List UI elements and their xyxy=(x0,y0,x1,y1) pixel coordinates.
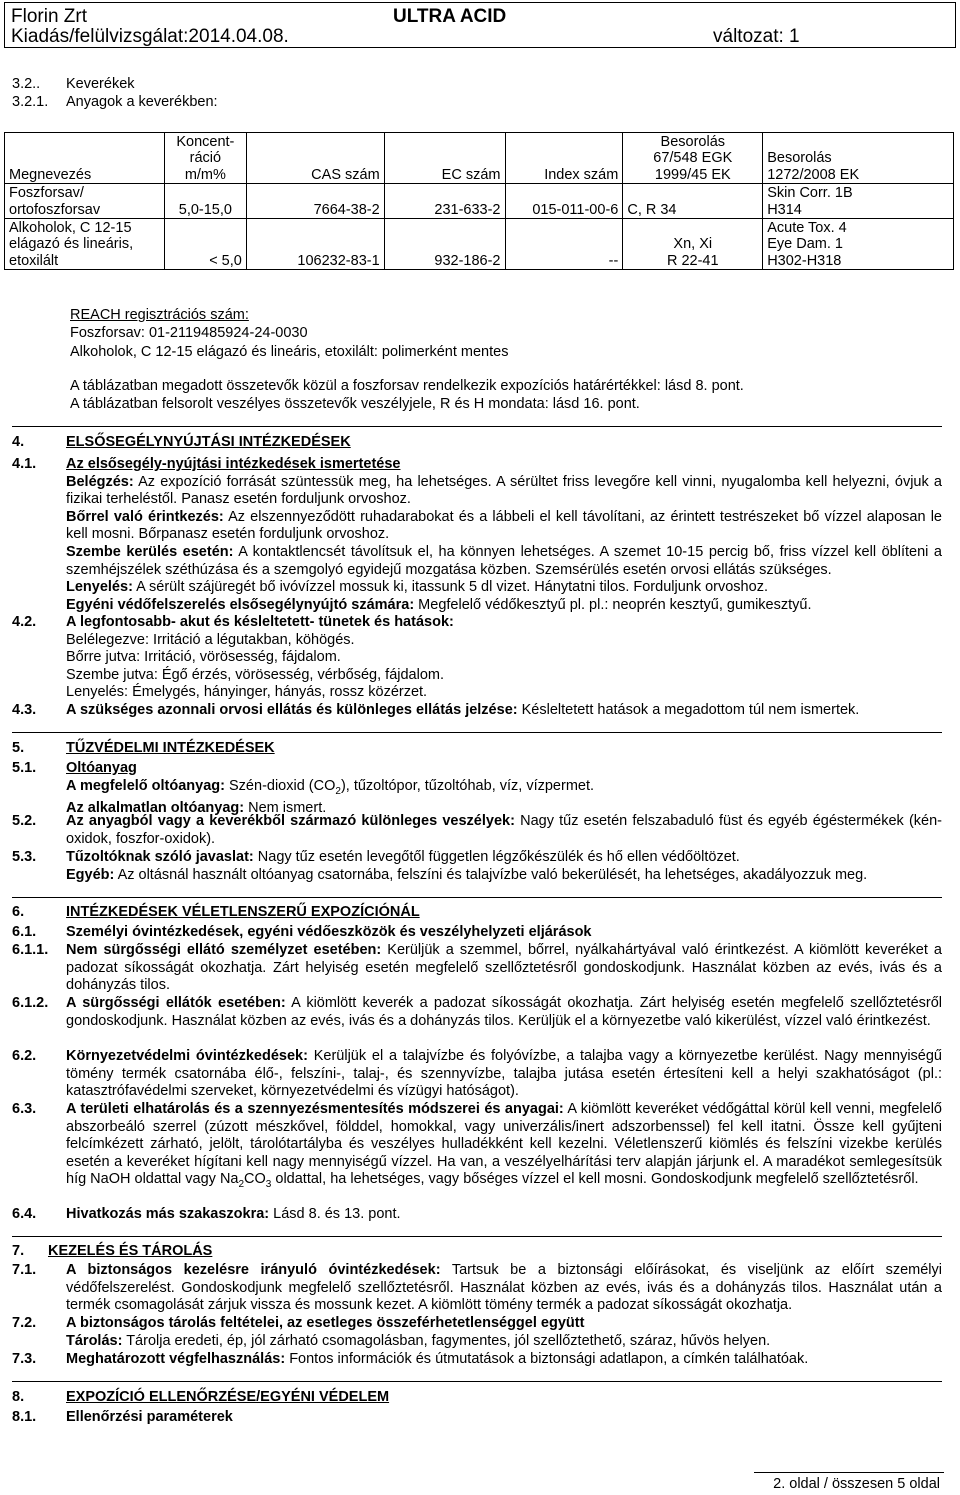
reach-note-1: A táblázatban megadott összetevők közül a foszforsav rendelkezik expozíciós határértékkel: lásd 8. pont. xyxy=(70,378,744,394)
section-4-title: ELSŐSEGÉLYNYÚJTÁSI INTÉZKEDÉSEK xyxy=(66,434,351,450)
reach-line-2: Alkoholok, C 12-15 elágazó és lineáris, etoxilált: polimerként mentes xyxy=(70,344,509,360)
table-header-row xyxy=(5,133,954,184)
reach-note-2: A táblázatban felsorolt veszélyes összetevők veszélyjele, R és H mondata: lásd 16. pont. xyxy=(70,396,640,412)
cell-index: 015-011-00-6 xyxy=(505,184,623,219)
footer-divider xyxy=(754,1472,944,1473)
divider xyxy=(12,1236,942,1237)
section-5-3-body: Tűzoltóknak szóló javaslat: Nagy tűz esetén levegőtől független légzőkészülék és hő ellen védőöltözet. Egyéb: Az oltásnál használt oltóanyag csatornába, felszíni és talajvízbe való bekerülését, ha lehetséges, akadályozzuk meg. xyxy=(66,849,868,883)
section-3-2-1-title: Anyagok a keverékben: xyxy=(66,94,218,110)
section-5-title: TŰZVÉDELMI INTÉZKEDÉSEK xyxy=(66,740,275,756)
mixture-components-table xyxy=(4,132,954,270)
section-6-1-1-body: Nem sürgősségi ellátó személyzet esetében: Kerüljük a szemmel, bőrrel, nyálkahártyával való érintkezést. A kiömlött keveréket a padozat síkosságát okozhatja. Zárt helyiség esetén megfelelő szellőztetésről gondoskodjunk. Használat közben az evés, ivás és a dohányzás tilos. xyxy=(66,942,942,994)
cell-ec: 932-186-2 xyxy=(384,219,505,270)
section-6-1-2-body: A sürgősségi ellátók esetében: A kiömlött keverék a padozat síkosságát okozhatja. Zárt helyiség esetén megfelelő szellőztetésről gondoskodjunk. Használat közben az evés, ivás és a dohányzás tilos. Kerüljük el a környezetbe való kikerülést, vízzel való érintkezést. xyxy=(66,995,942,1029)
version: változat: 1 xyxy=(713,26,800,47)
section-6-3-body: A területi elhatárolás és a szennyezésmentesítés módszerei és anyagai: A kiömlött keveréket védőgáttal körül kell venni, megfelelő abszorbeáló szerrel (zúzott mészkővel, földdel, homokkal, vagy univerzális/inert adszorbenssel) fel kell itatni. Össze kell gyűjteni felcímkézett zárható, jelölt, tárolótartályba és veszélyes hulladékként kell kezelni. Véletlenszerű kiömlés és felszíni vizekbe kerülés esetén a keveréket hígítani kell nagy mennyiségű vízzel. Ha van, a veszélyelhárítási terv alapján járjunk el. A maradékot semlegesítsük híg NaOH oldattal vagy $Na_2CO_3$ oldattal, ha lehetséges, vagy bőséges vízzel el kell mosni. Gondoskodjunk megfelelő szellőztetésről. xyxy=(66,1101,942,1191)
header-index: Index szám xyxy=(505,133,623,184)
section-7-1-body: A biztonságos kezelésre irányuló óvintézkedések: Tartsuk be a biztonsági előírásokat, és viseljünk az előírt személyi védőfelszerelést. Gondoskodjunk megfelelő szellőztetésről. Használat közben az evés, ivás és a dohányzás tilos. Használat után a termék csomagolását zárjuk vissza és mossunk kezet. A kiömlött tömény termék a padozat síkosságát okozhatja. xyxy=(66,1262,942,1314)
section-4-3-number: 4.3. xyxy=(12,702,37,718)
header-classification-67-548: Besorolás 67/548 EGK 1999/45 EK xyxy=(623,133,763,184)
section-7-2-number: 7.2. xyxy=(12,1315,37,1331)
section-6-1-number: 6.1. xyxy=(12,924,37,940)
reach-title: REACH regisztrációs szám: xyxy=(70,307,249,323)
cell-classification-67-548: C, R 34 xyxy=(623,184,763,219)
section-5-number: 5. xyxy=(12,740,25,756)
section-6-1-2-number: 6.1.2. xyxy=(12,995,49,1011)
cell-classification-1272-2008: Skin Corr. 1B H314 xyxy=(763,184,954,219)
header-ec: EC szám xyxy=(384,133,505,184)
ppe-first-aid-text: Egyéni védőfelszerelés elsősegélynyújtó számára: Megfelelő védőkesztyű pl. pl.: neoprén kesztyű, gumikesztyű. xyxy=(66,596,812,613)
section-4-1-title: Az elsősegély-nyújtási intézkedések ismertetése xyxy=(66,456,401,472)
section-7-3-body: Meghatározott végfelhasználás: Fontos információk és útmutatások a biztonsági adatlapon, a címkén találhatóak. xyxy=(66,1351,809,1367)
cell-name: Alkoholok, C 12-15 elágazó és lineáris, etoxilált xyxy=(5,219,165,270)
section-7-title: KEZELÉS ÉS TÁROLÁS xyxy=(48,1243,213,1259)
divider xyxy=(12,732,942,733)
section-6-4-number: 6.4. xyxy=(12,1206,37,1222)
cell-name: Foszforsav/ ortofoszforsav xyxy=(5,184,165,219)
header-concentration: Koncent- ráció m/m% xyxy=(164,133,246,184)
section-5-1-number: 5.1. xyxy=(12,760,37,776)
divider xyxy=(12,897,942,898)
header-cas: CAS szám xyxy=(246,133,384,184)
cell-concentration: 5,0-15,0 xyxy=(164,184,246,219)
cell-cas: 7664-38-2 xyxy=(246,184,384,219)
section-7-3-number: 7.3. xyxy=(12,1351,37,1367)
section-5-1-body: Oltóanyag A megfelelő oltóanyag: Szén-dioxid $(CO_2)$, tűzoltópor, tűzoltóhab, víz, vízpermet. Az alkalmatlan oltóanyag: Nem ismert. xyxy=(66,760,595,817)
document-header xyxy=(4,2,956,48)
cell-ec: 231-633-2 xyxy=(384,184,505,219)
table-row xyxy=(5,219,954,270)
issue-date: Kiadás/felülvizsgálat:2014.04.08. xyxy=(11,26,289,47)
company-name: Florin Zrt xyxy=(11,6,87,27)
section-3-2-title: Keverékek xyxy=(66,76,135,92)
section-3-2-number: 3.2.. xyxy=(12,76,41,92)
section-7-2-body: A biztonságos tárolás feltételei, az esetleges összeférhetetlenséggel együtt Tárolás: Tárolja eredeti, ép, jól zárható csomagolásban, fagymentes, jól szellőztethető, száraz, hűvös helyen. xyxy=(66,1315,771,1349)
section-8-1-number: 8.1. xyxy=(12,1409,37,1425)
ingestion-text: Lenyelés: A sérült szájüregét bő ivóvízzel mossuk ki, itassunk 5 dl vizet. Hánytatni tilos. Forduljunk orvoshoz. xyxy=(66,579,768,596)
header-name: Megnevezés xyxy=(5,133,165,184)
section-8-1-title: Ellenőrzési paraméterek xyxy=(66,1409,233,1425)
header-classification-1272-2008: Besorolás 1272/2008 EK xyxy=(763,133,954,184)
eye-contact-text: Szembe kerülés esetén: A kontaktlencsét távolítsuk el, ha könnyen lehetséges. A szemet 10-15 percig bő, friss vízzel kell öblíteni a szemhéjszélek széthúzása és a szemgolyó egyidejű mozgatása közben. Szemsérülés esetén orvosi ellátás szükséges. xyxy=(66,543,942,578)
section-6-1-1-number: 6.1.1. xyxy=(12,942,49,958)
page-number: 2. oldal / összesen 5 oldal xyxy=(773,1476,940,1492)
section-4-1-body xyxy=(66,456,942,614)
section-5-3-number: 5.3. xyxy=(12,849,37,865)
divider xyxy=(12,426,942,427)
section-3-2-1-number: 3.2.1. xyxy=(12,94,49,110)
section-6-3-number: 6.3. xyxy=(12,1101,37,1117)
section-4-2-number: 4.2. xyxy=(12,614,37,630)
section-4-3-body: A szükséges azonnali orvosi ellátás és különleges ellátás jelzése: Késleltetett hatások a megadottom túl nem ismertek. xyxy=(66,702,860,718)
section-6-4-body: Hivatkozás más szakaszokra: Lásd 8. és 13. pont. xyxy=(66,1206,401,1222)
table-row xyxy=(5,184,954,219)
section-8-number: 8. xyxy=(12,1389,25,1405)
section-4-number: 4. xyxy=(12,434,25,450)
section-4-1-number: 4.1. xyxy=(12,456,37,472)
cell-cas: 106232-83-1 xyxy=(246,219,384,270)
skin-contact-text: Bőrrel való érintkezés: Az elszennyeződött ruhadarabokat és a lábbeli el kell távolítani, az érintett testrészeket bő vízzel alaposan le kell mosni. Bőrpanasz esetén forduljunk orvoshoz. xyxy=(66,508,942,543)
section-8-title: EXPOZÍCIÓ ELLENŐRZÉSE/EGYÉNI VÉDELEM xyxy=(66,1389,390,1405)
section-6-number: 6. xyxy=(12,904,25,920)
cell-index: -- xyxy=(505,219,623,270)
section-7-1-number: 7.1. xyxy=(12,1262,37,1278)
section-5-2-body: Az anyagból vagy a keverékből származó különleges veszélyek: Nagy tűz esetén felszabaduló füst és egyéb égéstermékek (kén-oxidok, foszfor-oxidok). xyxy=(66,813,942,847)
section-6-2-body: Környezetvédelmi óvintézkedések: Kerüljük el a talajvízbe és folyóvízbe, a talajba vagy a környezetbe kerülést. Nagy mennyiségű tömény termék csatornába élő-, felszíni-, talaj-, és szennyvízbe, talajba jutása esetén értesíteni kell a helyi szakhatóságot (pl.: katasztrófavédelmi szerveket, környezetvédelmi és vízügyi hatóságot). xyxy=(66,1048,942,1100)
section-6-title: INTÉZKEDÉSEK VÉLETLENSZERŰ EXPOZÍCIÓNÁL xyxy=(66,904,420,920)
section-5-2-number: 5.2. xyxy=(12,813,37,829)
section-6-1-title: Személyi óvintézkedések, egyéni védőeszközök és veszélyhelyzeti eljárások xyxy=(66,924,592,940)
cell-classification-1272-2008: Acute Tox. 4 Eye Dam. 1 H302-H318 xyxy=(763,219,954,270)
cell-classification-67-548: Xn, Xi R 22-41 xyxy=(623,219,763,270)
product-name: ULTRA ACID xyxy=(393,6,507,27)
inhalation-text: Belégzés: Az expozíció forrását szüntessük meg, ha lehetséges. A sérültet friss levegőre kell vinni, nyugalomba kell helyezni, óvjuk a fizikai terheléstől. Panasz esetén forduljunk orvoshoz. xyxy=(66,473,942,508)
section-7-number: 7. xyxy=(12,1243,25,1259)
reach-line-1: Foszforsav: 01-2119485924-24-0030 xyxy=(70,325,308,341)
section-4-2-title: A legfontosabb- akut és késleltetett- tünetek és hatások: xyxy=(66,614,454,630)
section-4-2-body: A legfontosabb- akut és késleltetett- tünetek és hatások: Belélegezve: Irritáció a légutakban, köhögés. Bőrre jutva: Irritáció, vörösesség, fájdalom. Szembe jutva: Égő érzés, vörösesség, vérbőség, fájdalom. Lenyelés: Émelygés, hányinger, hányás, rossz közérzet. xyxy=(66,614,942,702)
section-6-2-number: 6.2. xyxy=(12,1048,37,1064)
divider xyxy=(12,1381,942,1382)
cell-concentration: < 5,0 xyxy=(164,219,246,270)
